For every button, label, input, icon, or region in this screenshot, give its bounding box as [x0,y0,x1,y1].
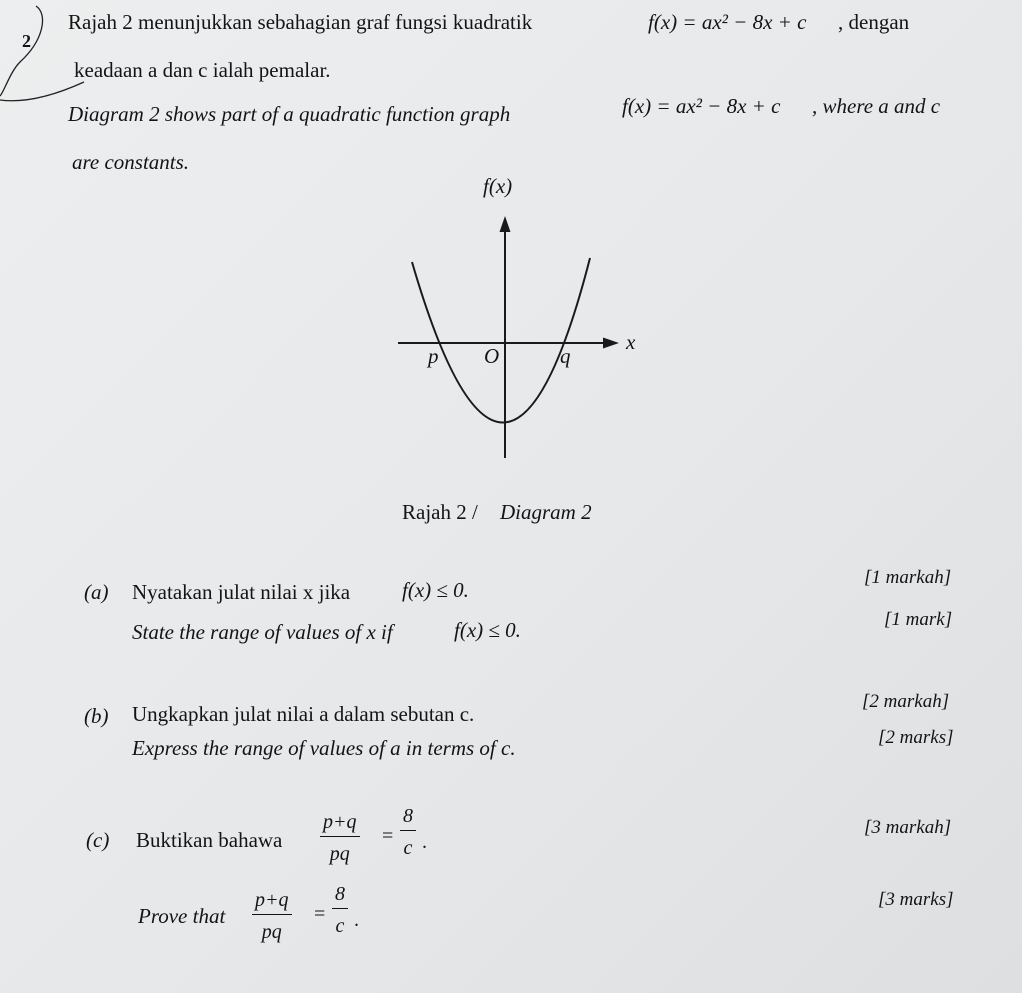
y-axis-label: f(x) [483,174,513,198]
fraction-denominator: c [403,837,413,859]
part-c-marks-en: [3 marks] [878,889,954,910]
part-c-text-en: Prove that [138,904,226,928]
part-c-letter: (c) [86,828,110,852]
part-a-text-en: State the range of values of x if [132,620,393,644]
part-c-marks-ms: [3 markah] [864,817,952,838]
fraction-numerator: 8 [400,806,416,831]
part-a-condition-ms: f(x) ≤ 0. [402,578,469,602]
part-c-fraction-right-ms [400,806,416,858]
origin-label: O [484,344,500,368]
intro-ms-line1: Rajah 2 menunjukkan sebahagian graf fungsi kuadratik [68,10,533,34]
part-c-fraction-left-ms [320,812,360,864]
part-b-text-en: Express the range of values of a in terms of c. [132,736,516,760]
part-c-equals-en: = [314,903,326,925]
fraction-denominator: pq [261,921,282,943]
fraction-numerator: 8 [332,884,348,909]
fraction-denominator: pq [329,843,350,865]
root-p-label: p [428,344,439,368]
part-c-period-ms: . [422,831,427,853]
intro-ms-line2: keadaan a dan c ialah pemalar. [74,58,331,82]
pen-mark-loop [0,6,43,96]
intro-en-line2: are constants. [72,150,190,174]
y-axis-arrowhead [500,216,511,232]
part-a-marks-en: [1 mark] [884,609,953,630]
part-b-marks-ms: [2 markah] [862,691,950,712]
part-a-letter: (a) [84,580,109,604]
function-ms: f(x) = ax² − 8x + c [648,10,807,34]
intro-en-line1: Diagram 2 shows part of a quadratic function graph [68,102,511,126]
diagram-caption-ms: Rajah 2 / [402,500,478,524]
pen-mark-curve [0,82,84,101]
fraction-numerator: p+q [320,812,360,837]
part-a-marks-ms: [1 markah] [864,567,952,588]
fraction-numerator: p+q [252,890,292,915]
part-c-fraction-left-en [252,890,292,942]
part-c-period-en: . [354,909,359,931]
x-axis-arrowhead [603,338,619,349]
part-c-equals-ms: = [382,825,394,847]
x-axis-label: x [626,330,636,354]
parabola-curve [412,258,590,423]
part-c-fraction-right-en [332,884,348,936]
part-a-condition-en: f(x) ≤ 0. [454,618,521,642]
diagram-caption-en: Diagram 2 [500,500,592,524]
fraction-denominator: c [335,915,345,937]
part-b-letter: (b) [84,704,109,728]
intro-en-tail: , where a and c [812,94,941,118]
root-q-label: q [560,344,571,368]
question-number: 2 [22,31,31,51]
part-b-marks-en: [2 marks] [878,727,954,748]
part-b-text-ms: Ungkapkan julat nilai a dalam sebutan c. [132,702,475,726]
intro-ms-tail: , dengan [838,10,910,34]
part-a-text-ms: Nyatakan julat nilai x jika [132,580,351,604]
part-c-text-ms: Buktikan bahawa [136,828,283,852]
function-en: f(x) = ax² − 8x + c [622,94,781,118]
